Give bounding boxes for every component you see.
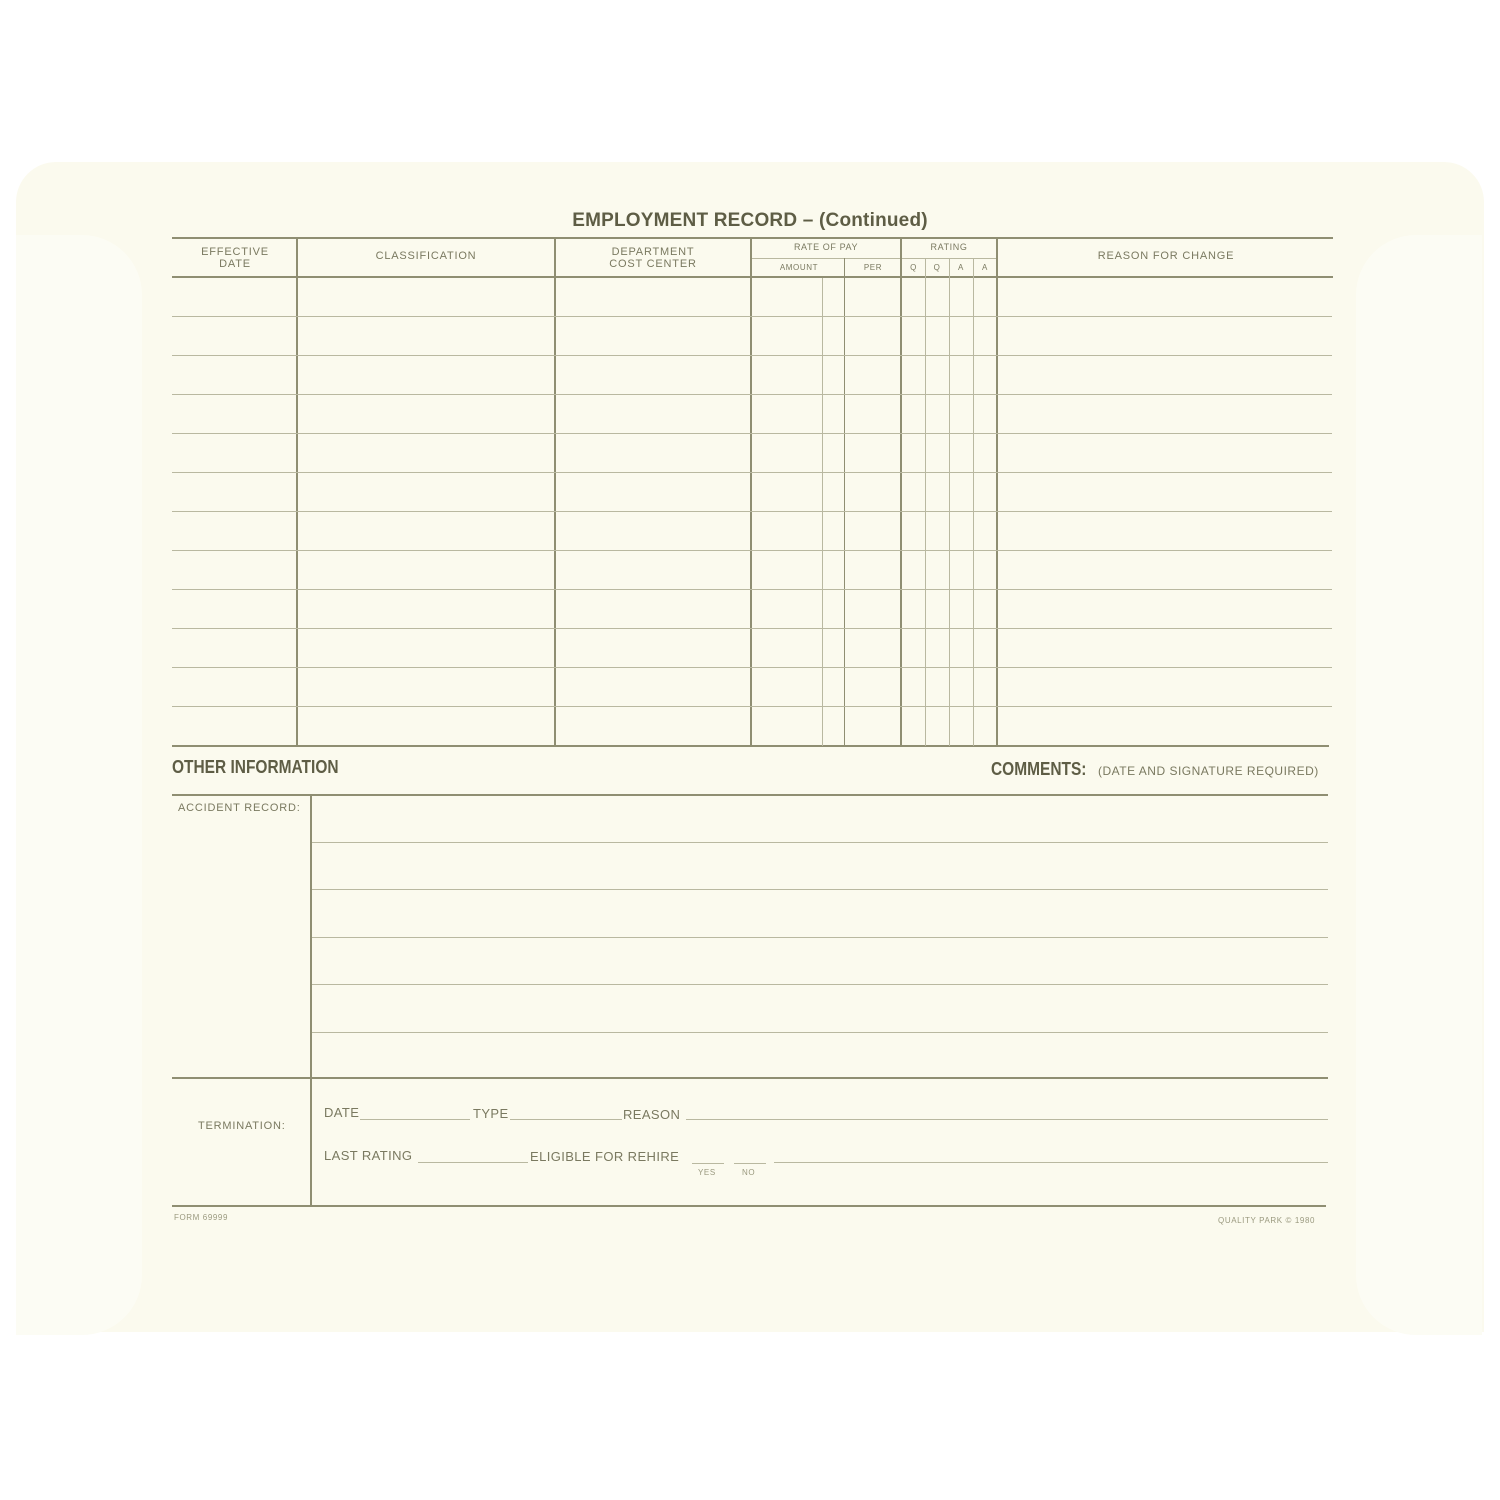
reason-fill-line (686, 1119, 1328, 1120)
col-effective-date-line1: EFFECTIVE (201, 246, 269, 258)
col-classification: CLASSIFICATION (375, 250, 477, 262)
col-divider-amount (844, 258, 845, 746)
no-fill-line (734, 1163, 766, 1164)
accident-divider (310, 794, 312, 1207)
type-fill-line (510, 1119, 622, 1120)
yes-fill-line (692, 1163, 724, 1164)
termination-reason-label: REASON (623, 1107, 681, 1122)
comments-top-rule (172, 794, 1328, 796)
col-rating-a1: A (958, 263, 964, 272)
table-row-rule (172, 667, 1332, 668)
table-row-rule (172, 355, 1332, 356)
table-row-rule (172, 550, 1332, 551)
termination-date-label: DATE (324, 1105, 360, 1120)
col-divider-rating-3 (973, 258, 974, 746)
termination-type-label: TYPE (473, 1106, 509, 1121)
rate-subheader-rule (752, 258, 900, 259)
col-reason-for-change: REASON FOR CHANGE (1097, 250, 1235, 262)
col-divider-rate-of-pay (900, 237, 902, 747)
col-rating-q2: Q (933, 263, 941, 272)
col-divider-department (750, 237, 752, 747)
termination-label: TERMINATION: (198, 1120, 286, 1132)
table-row-rule (172, 472, 1332, 473)
col-rating-q1: Q (910, 263, 917, 272)
table-header-rule (172, 276, 1333, 278)
col-divider-rating (996, 237, 998, 747)
comment-line (312, 1032, 1328, 1033)
folder-right-flap (1356, 235, 1482, 1335)
comment-line (312, 937, 1328, 938)
col-divider-rating-2 (949, 258, 950, 746)
form-title: EMPLOYMENT RECORD – (Continued) (572, 210, 928, 231)
table-row-rule (172, 316, 1332, 317)
rehire-yes-label: YES (698, 1168, 716, 1177)
col-rating-a2: A (982, 263, 988, 272)
rehire-comment-line (774, 1162, 1328, 1163)
table-row-rule (172, 511, 1332, 512)
accident-record-label: ACCIDENT RECORD: (178, 802, 301, 814)
col-per: PER (863, 263, 883, 272)
form-bottom-rule (172, 1205, 1326, 1207)
table-row-rule (172, 628, 1332, 629)
col-department (556, 246, 750, 270)
form-number: FORM 69999 (174, 1213, 229, 1222)
other-information-heading: OTHER INFORMATION (172, 757, 339, 777)
comment-line (312, 984, 1328, 985)
col-divider-effective-date (296, 237, 298, 747)
folder-left-flap (16, 235, 142, 1335)
table-row-rule (172, 433, 1332, 434)
col-department-line2: COST CENTER (609, 258, 697, 270)
comment-line (312, 889, 1328, 890)
comments-heading: COMMENTS: (991, 759, 1087, 779)
col-department-line1: DEPARTMENT (611, 246, 695, 258)
table-row-rule (172, 394, 1332, 395)
col-amount: AMOUNT (779, 263, 819, 272)
col-divider-classification (554, 237, 556, 747)
col-rating: RATING (930, 242, 968, 252)
col-divider-rating-1 (925, 258, 926, 746)
col-effective-date-line2: DATE (219, 258, 251, 270)
rehire-no-label: NO (742, 1168, 756, 1177)
table-row-rule (172, 589, 1332, 590)
date-fill-line (360, 1119, 470, 1120)
eligible-rehire-label: ELIGIBLE FOR REHIRE (530, 1149, 680, 1164)
table-row-rule (172, 706, 1332, 707)
copyright: QUALITY PARK © 1980 (1218, 1216, 1316, 1225)
col-rate-of-pay: RATE OF PAY (793, 242, 859, 252)
table-top-rule (172, 237, 1333, 239)
last-rating-fill-line (418, 1162, 528, 1163)
comments-note: (DATE AND SIGNATURE REQUIRED) (1098, 764, 1319, 778)
termination-top-rule (172, 1077, 1328, 1079)
col-divider-cents (822, 278, 823, 746)
comment-line (312, 842, 1328, 843)
col-effective-date (174, 246, 296, 270)
last-rating-label: LAST RATING (324, 1148, 413, 1163)
